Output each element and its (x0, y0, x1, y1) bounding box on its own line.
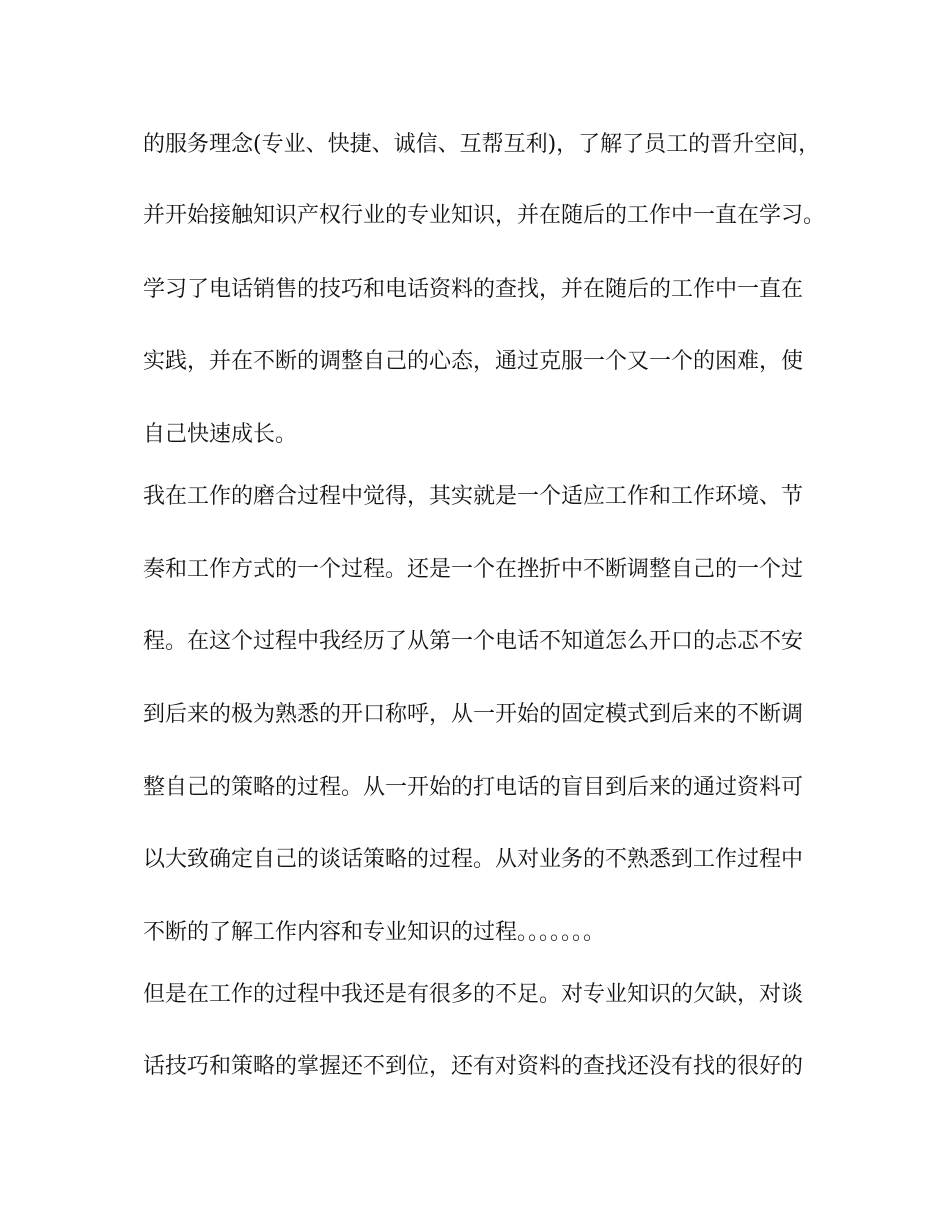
text-line-13: 但是在工作的过程中我还是有很多的不足。对专业知识的欠缺，对谈 (143, 982, 804, 1007)
text-line-12: 不断的了解工作内容和专业知识的过程。。。。。。。 (143, 920, 606, 945)
text-line-8: 程。在这个过程中我经历了从第一个电话不知道怎么开口的忐忑不安 (143, 629, 804, 654)
text-line-9: 到后来的极为熟悉的开口称呼，从一开始的固定模式到后来的不断调 (143, 702, 804, 727)
text-line-11: 以大致确定自己的谈话策略的过程。从对业务的不熟悉到工作过程中 (143, 847, 804, 872)
text-line-7: 奏和工作方式的一个过程。还是一个在挫折中不断调整自己的一个过 (143, 557, 804, 582)
text-line-6: 我在工作的磨合过程中觉得，其实就是一个适应工作和工作环境、节 (143, 484, 804, 509)
text-line-2: 并开始接触知识产权行业的专业知识，并在随后的工作中一直在学习。 (143, 203, 826, 228)
text-line-4: 实践，并在不断的调整自己的心态，通过克服一个又一个的困难，使 (143, 349, 804, 374)
text-line-3: 学习了电话销售的技巧和电话资料的查找，并在随后的工作中一直在 (143, 277, 804, 302)
text-line-14: 话技巧和策略的掌握还不到位，还有对资料的查找还没有找的很好的 (143, 1054, 804, 1079)
text-line-10: 整自己的策略的过程。从一开始的打电话的盲目到后来的通过资料可 (143, 775, 804, 800)
text-line-5: 自己快速成长。 (143, 422, 298, 447)
text-line-1: 的服务理念(专业、快捷、诚信、互帮互利)，了解了员工的晋升空间， (143, 132, 821, 157)
